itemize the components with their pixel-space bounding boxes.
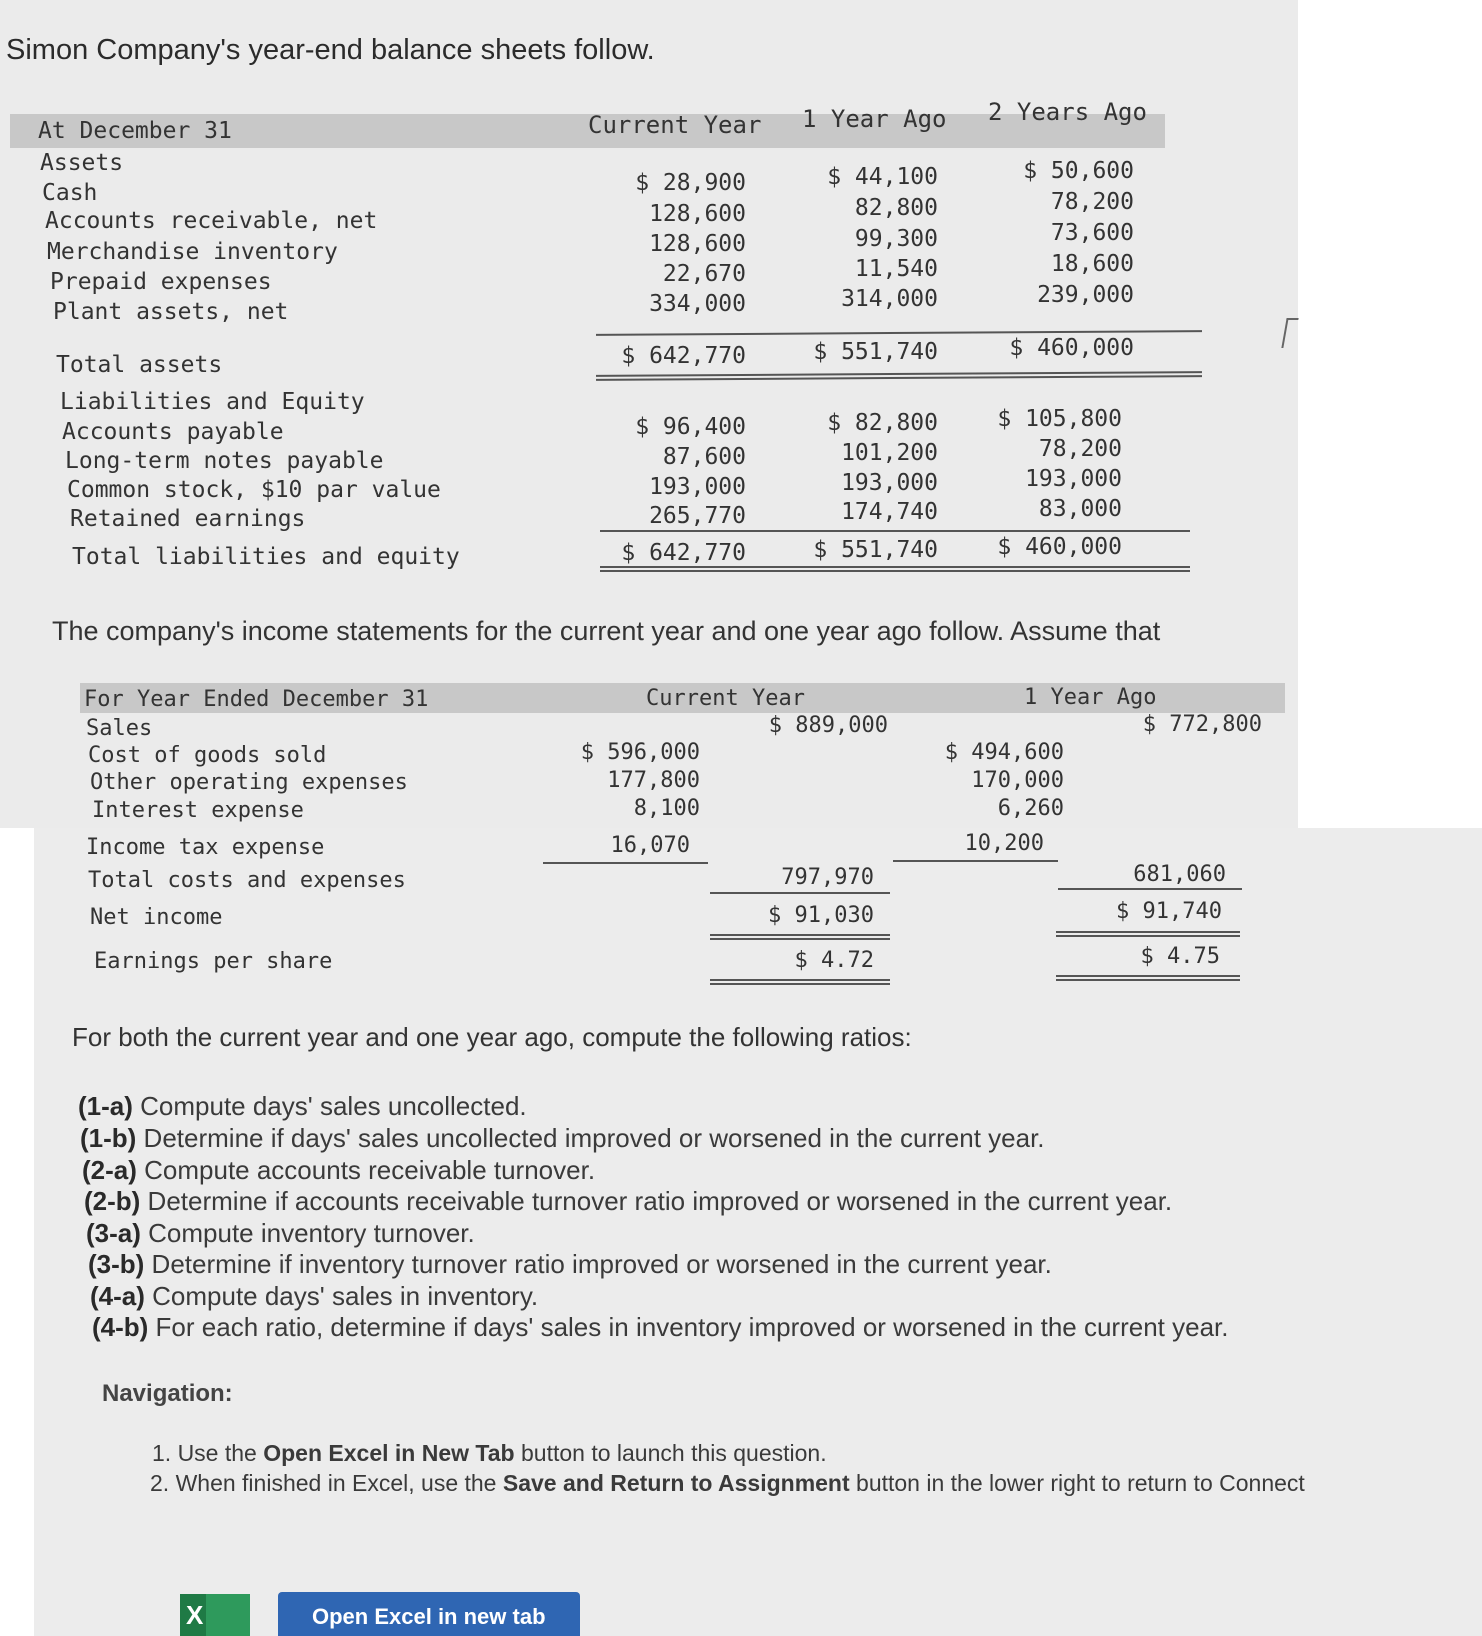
balance-header-current-year: Current Year <box>588 111 762 139</box>
total-double-rule <box>1056 975 1240 981</box>
navigation-step <box>152 1440 827 1467</box>
liability-row-current: 87,600 <box>662 444 746 470</box>
question-tag: (4-a) <box>90 1281 145 1311</box>
asset-row-label: Plant assets, net <box>53 299 289 325</box>
navigation-step-text: button to launch this question. <box>514 1440 827 1466</box>
balance-header-one-year-ago: 1 Year Ago <box>802 105 947 133</box>
asset-row-one-year: 314,000 <box>841 286 938 312</box>
liability-row-one-year: 174,740 <box>841 499 938 525</box>
total-assets-label: Total assets <box>56 352 223 378</box>
excel-icon <box>180 1594 250 1636</box>
total-liabilities-current: $ 642,770 <box>621 540 746 566</box>
question-item <box>86 1218 475 1249</box>
navigation-step-emphasis: Open Excel in New Tab <box>263 1440 515 1466</box>
asset-row-current: 128,600 <box>649 201 746 227</box>
total-costs-current: 797,970 <box>781 865 874 890</box>
balance-header-two-years-ago: 2 Years Ago <box>988 98 1147 126</box>
total-double-rule <box>710 979 890 985</box>
liability-row-label: Long-term notes payable <box>65 448 384 474</box>
asset-row-two-years: 239,000 <box>1037 282 1134 308</box>
asset-row-one-year: 82,800 <box>854 195 938 221</box>
question-tag: (3-a) <box>86 1218 141 1248</box>
question-item <box>80 1123 1045 1154</box>
cost-row-current: 16,070 <box>610 833 690 858</box>
asset-row-label: Cash <box>42 180 98 206</box>
net-income-current: $ 91,030 <box>768 903 874 928</box>
cost-row-one-year: 170,000 <box>971 768 1064 793</box>
cost-row-one-year: 10,200 <box>964 831 1044 856</box>
question-text: Compute days' sales in inventory. <box>144 1281 539 1311</box>
sales-one-year: $ 772,800 <box>1142 712 1262 737</box>
cost-row-label: Cost of goods sold <box>88 743 327 768</box>
question-tag: (3-b) <box>88 1249 145 1279</box>
net-income-label: Net income <box>90 905 223 930</box>
question-tag: (4-b) <box>92 1312 149 1342</box>
liability-row-label: Common stock, $10 par value <box>67 477 441 503</box>
cost-row-current: 177,800 <box>607 768 700 793</box>
subtotal-rule <box>600 530 1190 532</box>
total-double-rule <box>600 566 1190 572</box>
liability-row-two-years: 193,000 <box>1025 466 1122 492</box>
excel-icon-letter: X <box>186 1600 204 1630</box>
subtotal-rule <box>543 862 708 864</box>
question-tag: (2-a) <box>82 1155 137 1185</box>
liability-row-current: $ 96,400 <box>635 414 746 440</box>
navigation-step <box>150 1470 1305 1497</box>
question-text: Determine if accounts receivable turnover ratio improved or worsened in the current year. <box>140 1186 1173 1216</box>
liabilities-heading: Liabilities and Equity <box>60 389 365 415</box>
intro-text: Simon Company's year-end balance sheets follow. <box>6 34 655 66</box>
question-tag: (1-b) <box>80 1123 137 1153</box>
asset-row-two-years: $ 50,600 <box>1023 158 1134 184</box>
open-excel-button-label: Open Excel in new tab <box>312 1604 546 1629</box>
liability-row-label: Retained earnings <box>70 506 306 532</box>
asset-row-one-year: $ 44,100 <box>827 164 938 190</box>
liability-row-one-year: $ 82,800 <box>827 410 938 436</box>
question-item <box>88 1249 1052 1280</box>
ratios-intro-text: For both the current year and one year ago, compute the following ratios: <box>72 1022 912 1052</box>
question-text: Determine if days' sales uncollected improved or worsened in the current year. <box>136 1123 1045 1153</box>
eps-label: Earnings per share <box>94 949 333 974</box>
total-assets-one-year: $ 551,740 <box>813 339 938 365</box>
open-excel-button[interactable] <box>278 1592 580 1636</box>
cost-row-label: Income tax expense <box>86 835 325 860</box>
asset-row-label: Accounts receivable, net <box>45 208 378 234</box>
liability-row-current: 265,770 <box>649 503 746 529</box>
navigation-step-text: 1. Use the <box>152 1440 264 1466</box>
cost-row-one-year: 6,260 <box>997 796 1064 821</box>
total-costs-label: Total costs and expenses <box>88 868 406 893</box>
income-header-one-year-ago: 1 Year Ago <box>1024 685 1157 710</box>
question-item <box>78 1091 527 1122</box>
total-liabilities-two-years: $ 460,000 <box>997 534 1122 560</box>
total-assets-two-years: $ 460,000 <box>1009 335 1134 361</box>
question-tag: (2-b) <box>84 1186 141 1216</box>
income-header-label: For Year Ended December 31 <box>84 687 429 712</box>
asset-row-two-years: 73,600 <box>1050 220 1134 246</box>
cost-row-one-year: $ 494,600 <box>944 740 1064 765</box>
liability-row-current: 193,000 <box>649 474 746 500</box>
subtotal-rule <box>1058 888 1242 890</box>
liability-row-one-year: 101,200 <box>841 440 938 466</box>
liability-row-two-years: $ 105,800 <box>997 406 1122 432</box>
question-text: For each ratio, determine if days' sales in inventory improved or worsened in the current year. <box>148 1312 1229 1342</box>
asset-row-current: $ 28,900 <box>635 170 746 196</box>
cost-row-current: 8,100 <box>633 796 700 821</box>
navigation-step-emphasis: Save and Return to Assignment <box>502 1470 850 1496</box>
cost-row-label: Interest expense <box>92 798 304 823</box>
question-tag: (1-a) <box>78 1091 133 1121</box>
net-income-one-year: $ 91,740 <box>1116 899 1222 924</box>
asset-row-current: 334,000 <box>649 291 746 317</box>
total-costs-one-year: 681,060 <box>1133 862 1226 887</box>
eps-current: $ 4.72 <box>794 948 874 973</box>
total-assets-current: $ 642,770 <box>621 343 746 369</box>
question-text: Determine if inventory turnover ratio improved or worsened in the current year. <box>144 1249 1052 1279</box>
question-item <box>92 1312 1228 1343</box>
cost-row-label: Other operating expenses <box>90 770 408 795</box>
income-intro-text: The company's income statements for the current year and one year ago follow. Assume that <box>52 616 1161 646</box>
asset-row-two-years: 78,200 <box>1050 189 1134 215</box>
question-item <box>82 1155 595 1186</box>
asset-row-one-year: 99,300 <box>854 226 938 252</box>
total-double-rule <box>710 934 890 940</box>
sales-current: $ 889,000 <box>768 713 888 738</box>
sales-label: Sales <box>86 716 153 741</box>
assets-heading: Assets <box>40 150 124 176</box>
asset-row-one-year: 11,540 <box>854 256 938 282</box>
question-text: Compute inventory turnover. <box>140 1218 475 1248</box>
subtotal-rule <box>893 860 1058 862</box>
liability-row-label: Accounts payable <box>62 419 284 445</box>
asset-row-label: Merchandise inventory <box>47 239 338 265</box>
question-text: Compute accounts receivable turnover. <box>136 1155 596 1185</box>
balance-header-label: At December 31 <box>38 118 232 144</box>
question-text: Compute days' sales uncollected. <box>132 1091 527 1121</box>
liability-row-two-years: 83,000 <box>1038 496 1122 522</box>
asset-row-current: 128,600 <box>649 231 746 257</box>
asset-row-current: 22,670 <box>662 261 746 287</box>
asset-row-two-years: 18,600 <box>1050 251 1134 277</box>
question-item <box>84 1186 1172 1217</box>
liability-row-one-year: 193,000 <box>841 470 938 496</box>
asset-row-label: Prepaid expenses <box>50 269 272 295</box>
cost-row-current: $ 596,000 <box>580 740 700 765</box>
navigation-step-text: 2. When finished in Excel, use the <box>150 1470 503 1496</box>
total-liabilities-label: Total liabilities and equity <box>72 544 460 570</box>
total-liabilities-one-year: $ 551,740 <box>813 537 938 563</box>
total-double-rule <box>1056 931 1240 937</box>
liability-row-two-years: 78,200 <box>1038 436 1122 462</box>
subtotal-rule <box>710 892 890 894</box>
navigation-heading: Navigation: <box>102 1380 233 1407</box>
income-header-current-year: Current Year <box>646 686 805 711</box>
question-item <box>90 1281 538 1312</box>
navigation-step-text: button in the lower right to return to Connect <box>849 1470 1305 1496</box>
excel-icon-sheet <box>206 1594 250 1636</box>
eps-one-year: $ 4.75 <box>1140 944 1220 969</box>
